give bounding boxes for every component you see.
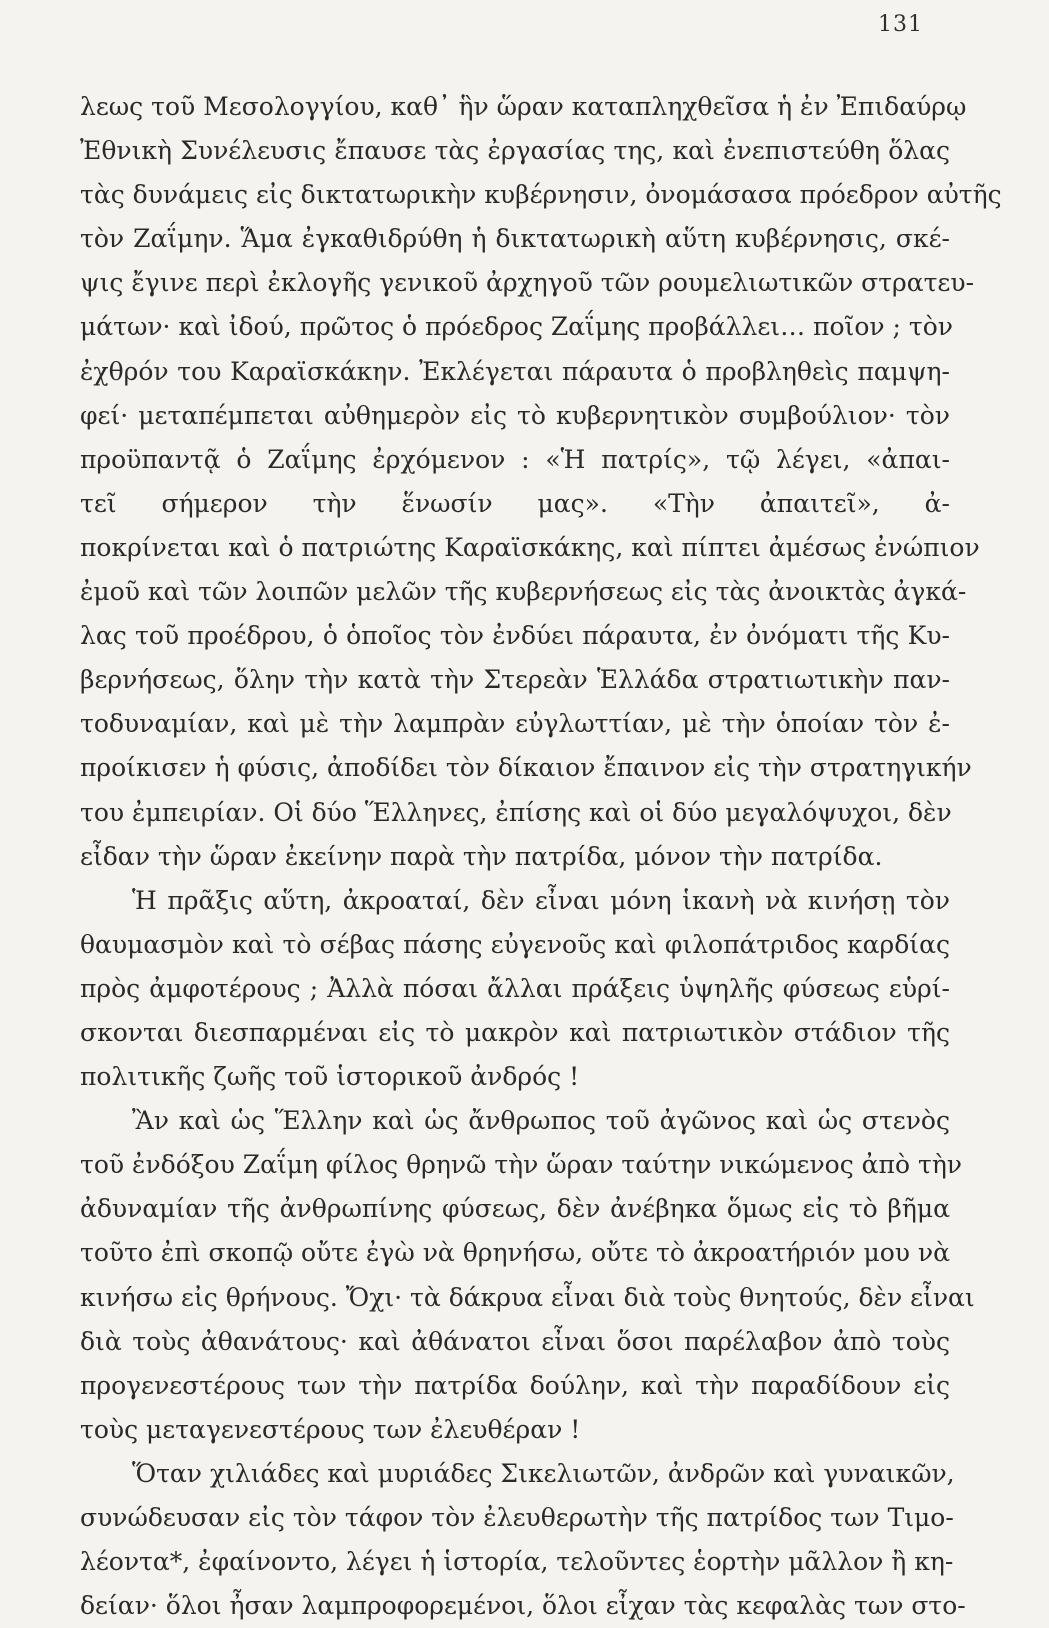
text-line: του ἐμπειρίαν. Οἱ δύο Ἕλληνες, ἐπίσης καὶ οἱ δύο μεγαλόψυχοι, δὲν: [80, 797, 952, 827]
text-line-spaced: τεῖ σήμερον τὴν ἕνωσίν μας». «Τὴν ἀπαιτεῖ», ἀ-: [80, 488, 950, 518]
text-line: ἐχθρόν του Καραϊσκάκην. Ἐκλέγεται πάραυτα ὁ προβληθεὶς παμψη-: [80, 356, 950, 386]
text-line: ἐμοῦ καὶ τῶν λοιπῶν μελῶν τῆς κυβερνήσεως εἰς τὰς ἀνοικτὰς ἀγκά-: [80, 577, 967, 607]
text-line: τὸν Ζαΐμην. Ἅμα ἐγκαθιδρύθη ἡ δικτατωρικὴ αὕτη κυβέρνησις, σκέ-: [80, 224, 950, 254]
text-line: διὰ τοὺς ἀθανάτους· καὶ ἀθάνατοι εἶναι ὅσοι παρέλαβον ἀπὸ τοὺς: [80, 1326, 950, 1356]
text-line: προϋπαντᾷ ὁ Ζαΐμης ἐρχόμενον : «Ἡ πατρίς», τῷ λέγει, «ἀπαι-: [80, 444, 950, 474]
text-line: ψις ἔγινε περὶ ἐκλογῆς γενικοῦ ἀρχηγοῦ τῶν ρουμελιωτικῶν στρατευ-: [80, 268, 975, 298]
text-line: ἀδυναμίαν τῆς ἀνθρωπίνης φύσεως, δὲν ἀνέβηκα ὅμως εἰς τὸ βῆμα: [80, 1194, 950, 1224]
text-line: μάτων· καὶ ἰδού, πρῶτος ὁ πρόεδρος Ζαΐμης προβάλλει… ποῖον ; τὸν: [80, 312, 953, 342]
text-line: τοῦ ἐνδόξου Ζαΐμη φίλος θρηνῶ τὴν ὥραν ταύτην νικώμενος ἀπὸ τὴν: [80, 1150, 962, 1180]
paragraph-end-line: πολιτικῆς ζωῆς τοῦ ἱστορικοῦ ἀνδρός !: [80, 1062, 580, 1092]
text-line: Ἐθνικὴ Συνέλευσις ἔπαυσε τὰς ἐργασίας της, καὶ ἐνεπιστεύθη ὅλας: [80, 136, 950, 166]
text-line: λέοντα*, ἐφαίνοντο, λέγει ἡ ἱστορία, τελοῦντες ἑορτὴν μᾶλλον ἢ κη-: [80, 1547, 954, 1577]
paragraph-end-line: εἶδαν τὴν ὥραν ἐκείνην παρὰ τὴν πατρίδα, μόνον τὴν πατρίδα.: [80, 841, 883, 871]
text-line: πρὸς ἀμφοτέρους ; Ἀλλὰ πόσαι ἄλλαι πράξεις ὑψηλῆς φύσεως εὑρί-: [80, 973, 950, 1003]
text-line: λας τοῦ προέδρου, ὁ ὁποῖος τὸν ἐνδύει πάραυτα, ἐν ὀνόματι τῆς Κυ-: [80, 621, 950, 651]
paragraph-start-line: Ἡ πρᾶξις αὕτη, ἀκροαταί, δὲν εἶναι μόνη ἱκανὴ νὰ κινήσῃ τὸν: [132, 885, 950, 915]
text-line: σκονται διεσπαρμέναι εἰς τὸ μακρὸν καὶ πατριωτικὸν στάδιον τῆς: [80, 1017, 950, 1047]
text-line: κινήσω εἰς θρήνους. Ὄχι· τὰ δάκρυα εἶναι διὰ τοὺς θνητούς, δὲν εἶναι: [80, 1282, 975, 1312]
paragraph-start-line: Ἂν καὶ ὡς Ἕλλην καὶ ὡς ἄνθρωπος τοῦ ἀγῶνος καὶ ὡς στενὸς: [132, 1106, 950, 1136]
text-line: τοδυναμίαν, καὶ μὲ τὴν λαμπρὰν εὐγλωττίαν, μὲ τὴν ὁποίαν τὸν ἐ-: [80, 709, 950, 739]
text-line: φεί· μεταπέμπεται αὐθημερὸν εἰς τὸ κυβερνητικὸν συμβούλιον· τὸν: [80, 400, 950, 430]
body-text: [80, 85, 1002, 1628]
text-line: δείαν· ὅλοι ἦσαν λαμπροφορεμένοι, ὅλοι εἶχαν τὰς κεφαλὰς των στο-: [80, 1591, 966, 1621]
text-line: λεως τοῦ Μεσολογγίου, καθ᾽ ἣν ὥραν καταπληχθεῖσα ἡ ἐν Ἐπιδαύρῳ: [80, 92, 967, 121]
text-line: θαυμασμὸν καὶ τὸ σέβας πάσης εὐγενοῦς καὶ φιλοπάτριδος καρδίας: [80, 929, 950, 959]
text-line: τοῦτο ἐπὶ σκοπῷ οὔτε ἐγὼ νὰ θρηνήσω, οὔτε τὸ ἀκροατήριόν μου νὰ: [80, 1238, 950, 1268]
text-line: προίκισεν ἡ φύσις, ἀποδίδει τὸν δίκαιον ἔπαινον εἰς τὴν στρατηγικήν: [80, 753, 972, 783]
page-number: 131: [878, 12, 923, 37]
text-line: συνώδευσαν εἰς τὸν τάφον τὸν ἐλευθερωτὴν τῆς πατρίδος των Τιμο-: [80, 1503, 954, 1532]
text-line: τὰς δυνάμεις εἰς δικτατωρικὴν κυβέρνησιν, ὀνομάσασα πρόεδρον αὐτῆς: [80, 180, 1002, 210]
paragraph-start-line: Ὅταν χιλιάδες καὶ μυριάδες Σικελιωτῶν, ἀνδρῶν καὶ γυναικῶν,: [132, 1458, 955, 1488]
paragraph-end-line: τοὺς μεταγενεστέρους των ἐλευθέραν !: [80, 1414, 581, 1444]
text-line: προγενεστέρους των τὴν πατρίδα δούλην, καὶ τὴν παραδίδουν εἰς: [80, 1370, 950, 1400]
text-line: βερνήσεως, ὅλην τὴν κατὰ τὴν Στερεὰν Ἑλλάδα στρατιωτικὴν παν-: [80, 665, 950, 695]
text-line: ποκρίνεται καὶ ὁ πατριώτης Καραϊσκάκης, καὶ πίπτει ἀμέσως ἐνώπιον: [80, 532, 980, 562]
